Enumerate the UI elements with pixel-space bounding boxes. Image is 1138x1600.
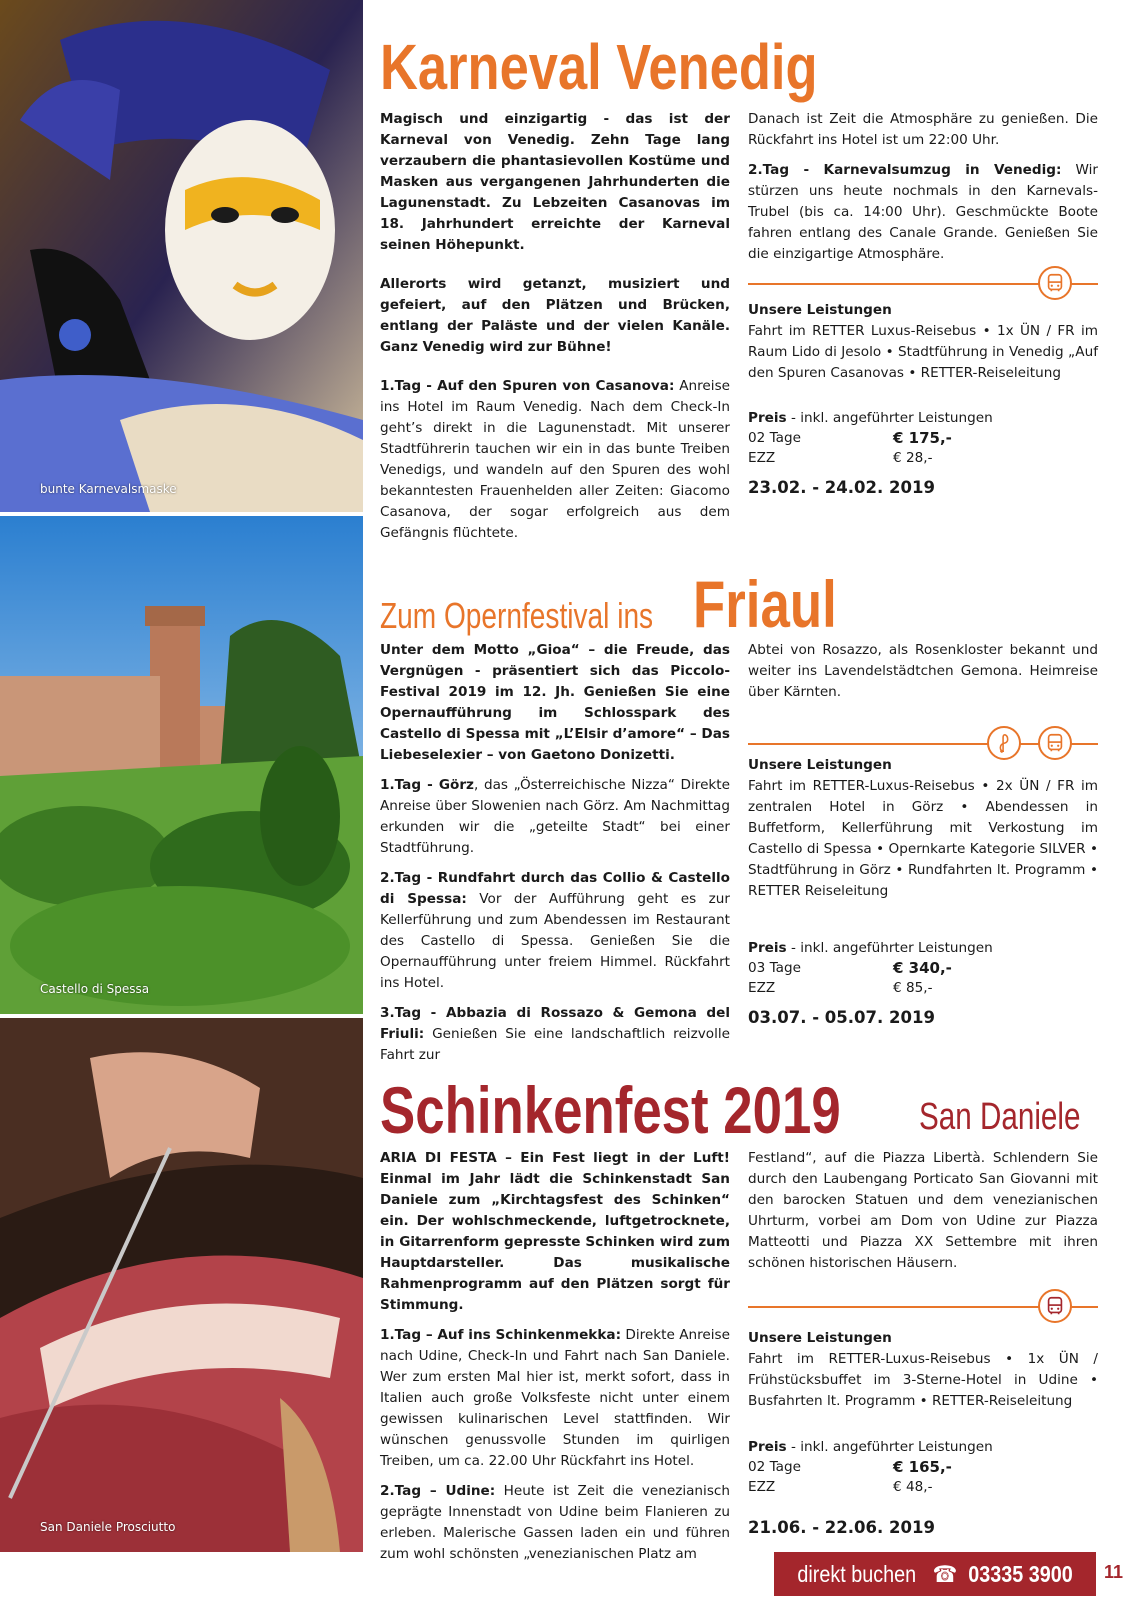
price-label: Preis	[748, 1439, 787, 1455]
day1-text: Direkte Anreise nach Udine, Check-In und Fahrt nach San Daniele. Wer zum ersten Mal hier ist, merkt sofort, dass in Italien auch große Volksfeste nicht unter einem gewissen kulinarischen Level stattfinden. Wir wünschen genussvolle Stunden im quirligen Treiben, um ca. 22.00 Uhr Rückfahrt ins Hotel.	[380, 1327, 730, 1469]
section1-intro1: Magisch und einzigartig - das ist der Karneval von Venedig. Zehn Tage lang verzaubern die phantasievollen Kostüme und Masken aus vergangenen Jahrhunderten die Lagunenstadt. Zu Lebzeiten Casanovas im 18. Jahrhundert erreichte der Karneval seinen Höhepunkt.	[380, 111, 730, 253]
services-heading: Unsere Leistungen	[748, 302, 892, 318]
booking-cta[interactable]: direkt buchen	[797, 1560, 917, 1587]
bus-icon	[1038, 266, 1072, 300]
section3-price	[748, 1437, 1098, 1497]
photo-caption: bunte Karnevalsmaske	[40, 482, 177, 496]
section1-price	[748, 408, 1098, 468]
ezz-label: EZZ	[748, 1479, 776, 1495]
services-text: Fahrt im RETTER-Luxus-Reisebus • 1x ÜN / Frühstücksbuffet im 3-Sterne-Hotel in Udine • Busfahrten lt. Programm • RETTER-Reiseleitung	[748, 1351, 1098, 1409]
section1-services	[748, 300, 1098, 384]
photo-caption: Castello di Spessa	[40, 982, 150, 996]
day2-heading: 2.Tag - Rundfahrt durch das Collio & Castello di Spessa:	[380, 870, 730, 907]
section3-day1	[380, 1325, 730, 1472]
section1-day1	[380, 376, 730, 544]
section2-day3	[380, 1003, 730, 1066]
ezz-label: EZZ	[748, 980, 776, 996]
section2-right-text: Abtei von Rosazzo, als Rosenkloster bekannt und weiter ins Lavendelstädtchen Gemona. Heimreise über Kärnten.	[748, 642, 1098, 700]
price-value: € 175,-	[893, 429, 952, 447]
section1-day2	[748, 160, 1098, 265]
section3-title-small: San Daniele	[919, 1096, 1081, 1138]
page-number: 11	[1104, 1562, 1124, 1582]
section2-day2	[380, 868, 730, 994]
section1-date: 23.02. - 24.02. 2019	[748, 478, 935, 497]
day3-heading: 3.Tag - Abbazia di Rossazo & Gemona del Friuli:	[380, 1005, 730, 1042]
phone-icon: ☎	[921, 1560, 963, 1587]
prosciutto-photo	[0, 1018, 363, 1552]
day2-text: Vor der Aufführung geht es zur Kellerführung und zum Abendessen im Restaurant des Castello di Spessa. Genießen Sie die Opernaufführung unter freiem Himmel. Rückfahrt ins Hotel.	[380, 891, 731, 991]
bus-icon	[1038, 1289, 1072, 1323]
section2-price	[748, 938, 1098, 998]
services-heading: Unsere Leistungen	[748, 757, 892, 773]
photo-caption: San Daniele Prosciutto	[40, 1520, 176, 1534]
section1-right-column	[748, 109, 1098, 274]
section1-intro2: Allerorts wird getanzt, musiziert und gefeiert, auf den Plätzen und Brücken, entlang der Paläste und der vielen Kanäle. Ganz Venedig wird zur Bühne!	[380, 276, 730, 355]
section2-title-small: Zum Opernfestival ins	[380, 595, 654, 636]
day1-text: , das „Österreichische Nizza“ Direkte Anreise über Slowenien nach Görz. Am Nachmittag erkunden wir die „geteilte Stadt“ bei einer Stadtführung.	[380, 777, 730, 856]
section2-day1	[380, 775, 730, 859]
section3-date: 21.06. - 22.06. 2019	[748, 1518, 935, 1537]
section2-date: 03.07. - 05.07. 2019	[748, 1008, 935, 1027]
services-text: Fahrt im RETTER-Luxus-Reisebus • 2x ÜN / FR im zentralen Hotel in Görz • Abendessen in Buffetform, Kellerführung mit Verkostung im Castello di Spessa • Opernkarte Kategorie SILVER • Stadtführung in Görz • Rundfahrten lt. Programm • RETTER Reiseleitung	[748, 778, 1098, 899]
price-note: - inkl. angeführter Leistungen	[786, 1439, 993, 1455]
section1-title: Karneval Venedig	[380, 31, 818, 103]
price-label: Preis	[748, 940, 787, 956]
days-label: 02 Tage	[748, 1459, 801, 1475]
section2-services	[748, 755, 1098, 902]
ezz-value: € 28,-	[893, 450, 933, 466]
section1-left-column	[380, 109, 730, 553]
day2-heading: 2.Tag – Udine:	[380, 1483, 496, 1499]
carnival-mask-photo	[0, 0, 363, 512]
section3-left-column	[380, 1148, 730, 1574]
day2-heading: 2.Tag - Karnevalsumzug in Venedig:	[748, 162, 1062, 178]
phone-number[interactable]: 03335 3900	[968, 1560, 1073, 1587]
section3-intro: ARIA DI FESTA – Ein Fest liegt in der Luft! Einmal im Jahr lädt die Schinkenstadt San Daniele zum „Kirchtagsfest des Schinken“ ein. Der wohlschmeckende, luftgetrocknete, in Gitarrenform gepresste Schinken wird zum Hauptdarsteller. Das musikalische Rahmenprogramm auf den Plätzen sorgt für Stimmung.	[380, 1150, 730, 1313]
day1-heading: 1.Tag – Auf ins Schinkenmekka:	[380, 1327, 622, 1343]
section3-right-column	[748, 1148, 1098, 1283]
day1-heading: 1.Tag - Görz	[380, 777, 474, 793]
day3-text: Genießen Sie eine landschaftlich reizvolle Fahrt zur	[380, 1026, 730, 1063]
days-label: 03 Tage	[748, 960, 801, 976]
day1-text: Anreise ins Hotel im Raum Venedig. Nach dem Check-In geht’s direkt in die Lagunenstadt. Mit unserer Stadtführerin tauchen wir ein in das bunte Treiben Venedigs, und wandeln auf den Spuren des wohl bekanntesten Frauenhelden aller Zeiten: Giacomo Casanova, der sogar erfolgreich aus dem Gefängnis flüchtete.	[380, 378, 731, 541]
section3-right-text: Festland“, auf die Piazza Libertà. Schlendern Sie durch den Laubengang Porticato San Giovanni mit den barocken Statuen und dem venezianischen Uhrturm, vorbei am Dom von Udine zur Piazza Matteotti und Piazza XX Settembre mit ihren schönen historischen Häusern.	[748, 1150, 1098, 1271]
section2-intro: Unter dem Motto „Gioa“ – die Freude, das Vergnügen - präsentiert sich das Piccolo-Festival 2019 im 12. Jh. Genießen Sie eine Opernaufführung im Schlosspark des Castello di Spessa mit „L’Elsir d’amore“ – Das Liebeselexier – von Gaetono Donizetti.	[380, 642, 730, 763]
section2-title-big: Friaul	[693, 567, 837, 641]
day1-heading: 1.Tag - Auf den Spuren von Casanova:	[380, 378, 675, 394]
section3-day2	[380, 1481, 730, 1565]
section3-services	[748, 1328, 1098, 1412]
days-label: 02 Tage	[748, 430, 801, 446]
price-value: € 340,-	[893, 959, 952, 977]
ezz-label: EZZ	[748, 450, 776, 466]
price-note: - inkl. angeführter Leistungen	[786, 940, 993, 956]
price-note: - inkl. angeführter Leistungen	[786, 410, 993, 426]
day2-text: Wir stürzen uns heute nochmals in den Karnevals-Trubel (bis ca. 14:00 Uhr). Geschmückte Boote fahren entlang des Canale Grande. Genießen Sie die einzigartige Atmosphäre.	[748, 162, 1098, 262]
section1-right-text: Danach ist Zeit die Atmosphäre zu genießen. Die Rückfahrt ins Hotel ist um 22:00 Uhr.	[748, 111, 1098, 148]
services-text: Fahrt im RETTER Luxus-Reisebus • 1x ÜN / FR im Raum Lido di Jesolo • Stadtführung in Venedig „Auf den Spuren Casanovas • RETTER-Reiseleitung	[748, 323, 1098, 381]
ezz-value: € 85,-	[893, 980, 933, 996]
ezz-value: € 48,-	[893, 1479, 933, 1495]
booking-banner[interactable]	[774, 1552, 1096, 1596]
castello-photo	[0, 516, 363, 1014]
section2-right-column	[748, 640, 1098, 712]
section3-title-big: Schinkenfest 2019	[380, 1073, 841, 1147]
services-heading: Unsere Leistungen	[748, 1330, 892, 1346]
section2-left-column	[380, 640, 730, 1075]
price-value: € 165,-	[893, 1458, 952, 1476]
day2-text: Heute ist Zeit die venezianisch geprägte Innenstadt von Udine beim Flanieren zu erleben. Malerische Gassen laden ein und führen zum wohl schönsten „venezianischen Platz am	[380, 1483, 730, 1562]
price-label: Preis	[748, 410, 787, 426]
